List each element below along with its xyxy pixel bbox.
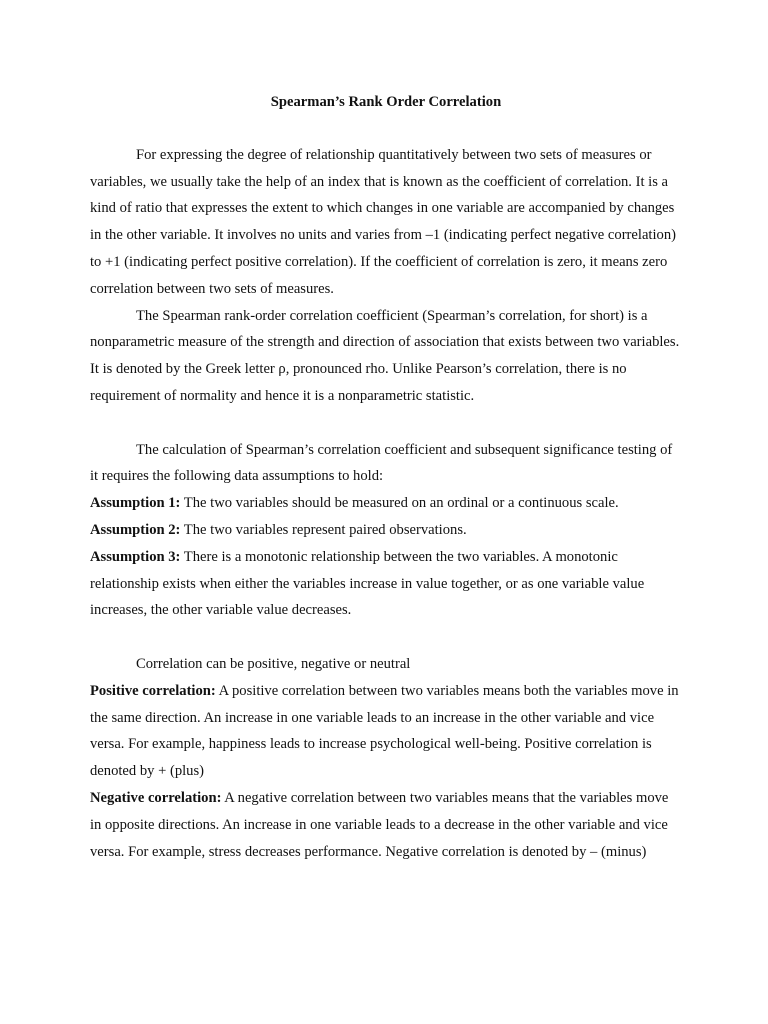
correlation-intro: Correlation can be positive, negative or neutral [136,655,411,672]
assumption-label: Assumption 2: [90,521,181,538]
assumptions-intro: The calculation of Spearman’s correlation coefficient and subsequent significance testing of it requires the following data assumptions to hold: [90,441,673,485]
assumption-item [90,544,682,624]
assumption-label: Assumption 3: [90,548,181,565]
document-title: Spearman’s Rank Order Correlation [270,94,502,110]
paragraph-spacer [90,624,682,651]
correlation-type-label: Positive correlation: [90,682,216,699]
spearman-paragraph: The Spearman rank-order correlation coefficient (Spearman’s correlation, for short) is a nonparametric measure of the strength and direction of association that exists between two variables. It is denoted by the Greek letter ρ, pronounced rho. Unlike Pearson’s correlation, there is no requirement of normality and hence it is a nonparametric statistic. [90,307,680,404]
assumption-item [90,490,682,517]
correlation-type-text: A negative correlation between two variables means that the variables move in opposite directions. An increase in one variable leads to a decrease in the other variable and vice versa. For example, stress decreases performance. Negative correlation is denoted by – (minus) [90,789,669,860]
assumption-text: The two variables represent paired observations. [180,521,467,538]
correlation-type-item [90,678,682,785]
assumption-text: The two variables should be measured on an ordinal or a continuous scale. [180,495,619,512]
correlation-type-item [90,785,682,865]
correlation-type-text: A positive correlation between two variables means both the variables move in the same direction. An increase in one variable leads to an increase in the other variable and vice versa. For example, happiness leads to increase psychological well-being. Positive correlation is denoted by + (plus) [90,682,679,780]
assumption-item [90,517,682,544]
assumption-label: Assumption 1: [90,495,181,512]
intro-paragraph: For expressing the degree of relationship quantitatively between two sets of measures or variables, we usually take the help of an index that is known as the coefficient of correlation. It is a kind of ratio that expresses the extent to which changes in one variable are accompanied by changes in the other variable. It involves no units and varies from –1 (indicating perfect negative correlation) to +1 (indicating perfect positive correlation). If the coefficient of correlation is zero, it means zero correlation between two sets of measures. [90,146,676,297]
paragraph-spacer [90,410,682,437]
correlation-type-label: Negative correlation: [90,789,222,806]
assumption-text: There is a monotonic relationship between the two variables. A monotonic relationship exists when either the variables increase in value together, or as one variable value increases, the other variable value decreases. [90,548,645,619]
